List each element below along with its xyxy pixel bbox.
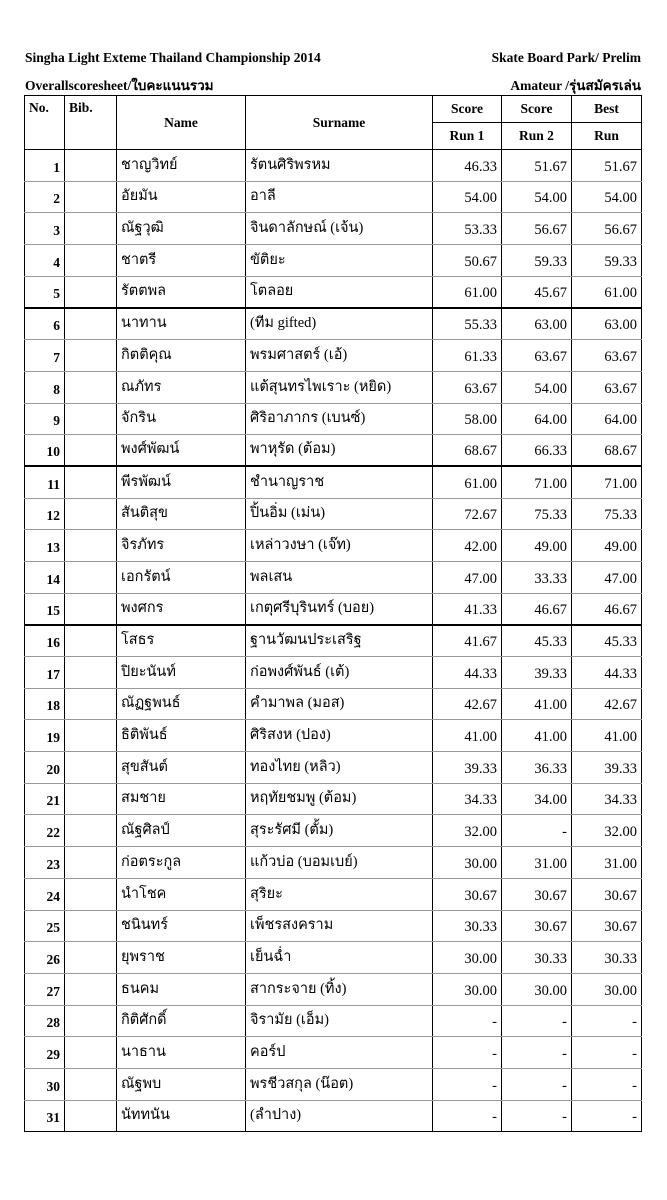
row-no: 12	[25, 498, 65, 530]
row-surname: เกตุศรีบุรินทร์ (บอย)	[246, 593, 433, 625]
row-run2: 56.67	[502, 213, 572, 245]
row-surname: คำมาพล (มอส)	[246, 688, 433, 720]
row-name: ยุพราช	[117, 942, 246, 974]
table-row	[25, 593, 642, 625]
row-no: 2	[25, 181, 65, 213]
row-run1: 34.33	[433, 783, 502, 815]
row-surname: แต้สุนทรไพเราะ (หยิด)	[246, 371, 433, 403]
row-no: 18	[25, 688, 65, 720]
row-bib	[65, 435, 117, 467]
row-bib	[65, 1068, 117, 1100]
row-best: 71.00	[572, 466, 642, 498]
table-row	[25, 150, 642, 182]
row-run2: 66.33	[502, 435, 572, 467]
row-best: 31.00	[572, 847, 642, 879]
row-no: 9	[25, 403, 65, 435]
row-bib	[65, 150, 117, 182]
table-row	[25, 245, 642, 277]
row-bib	[65, 530, 117, 562]
row-name: รัตตพล	[117, 276, 246, 308]
row-bib	[65, 308, 117, 340]
row-bib	[65, 720, 117, 752]
row-best: 63.00	[572, 308, 642, 340]
row-surname: เพ็ชรสงคราม	[246, 910, 433, 942]
row-run1: 58.00	[433, 403, 502, 435]
row-name: ณภัทร	[117, 371, 246, 403]
col-header-best: Best	[572, 96, 642, 123]
row-surname: เย็นฉ่ำ	[246, 942, 433, 974]
col-header-run2: Run 2	[502, 123, 572, 150]
venue-title: Skate Board Park/ Prelim	[491, 50, 641, 65]
row-run2: 31.00	[502, 847, 572, 879]
row-best: 42.67	[572, 688, 642, 720]
row-best: 59.33	[572, 245, 642, 277]
table-row	[25, 847, 642, 879]
row-best: 68.67	[572, 435, 642, 467]
table-row	[25, 1068, 642, 1100]
row-run2: 64.00	[502, 403, 572, 435]
row-name: ณัฐพบ	[117, 1068, 246, 1100]
row-name: นัททนัน	[117, 1100, 246, 1132]
row-bib	[65, 466, 117, 498]
row-bib	[65, 973, 117, 1005]
row-best: 75.33	[572, 498, 642, 530]
row-surname: แก้วบ่อ (บอมเบย์)	[246, 847, 433, 879]
row-run1: 44.33	[433, 657, 502, 689]
row-surname: ก่อพงศ์พันธ์ (เต้)	[246, 657, 433, 689]
row-surname: ฐานวัฒนประเสริฐ	[246, 625, 433, 657]
row-run1: 61.00	[433, 276, 502, 308]
row-name: ปิยะนันท์	[117, 657, 246, 689]
row-no: 15	[25, 593, 65, 625]
row-run1: -	[433, 1005, 502, 1037]
row-run2: -	[502, 1037, 572, 1069]
table-row	[25, 1037, 642, 1069]
table-row	[25, 752, 642, 784]
row-run2: 30.00	[502, 973, 572, 1005]
row-best: 41.00	[572, 720, 642, 752]
row-run2: 46.67	[502, 593, 572, 625]
row-run2: 59.33	[502, 245, 572, 277]
row-no: 19	[25, 720, 65, 752]
row-bib	[65, 688, 117, 720]
row-surname: สุริยะ	[246, 878, 433, 910]
row-bib	[65, 1037, 117, 1069]
row-run2: 41.00	[502, 720, 572, 752]
row-bib	[65, 181, 117, 213]
row-no: 22	[25, 815, 65, 847]
row-bib	[65, 752, 117, 784]
table-row	[25, 561, 642, 593]
row-run2: 45.67	[502, 276, 572, 308]
row-bib	[65, 783, 117, 815]
table-row	[25, 213, 642, 245]
row-run1: 42.67	[433, 688, 502, 720]
row-name: นาทาน	[117, 308, 246, 340]
row-run2: 63.00	[502, 308, 572, 340]
row-best: 30.33	[572, 942, 642, 974]
row-best: 39.33	[572, 752, 642, 784]
row-bib	[65, 213, 117, 245]
row-surname: จิรามัย (เอ็ม)	[246, 1005, 433, 1037]
row-run1: -	[433, 1100, 502, 1132]
table-row	[25, 308, 642, 340]
row-best: 51.67	[572, 150, 642, 182]
row-no: 3	[25, 213, 65, 245]
row-best: 30.00	[572, 973, 642, 1005]
row-surname: คอร์ป	[246, 1037, 433, 1069]
category-title: Amateur /รุ่นสมัครเล่น	[510, 78, 641, 93]
row-run1: 42.00	[433, 530, 502, 562]
row-best: 46.67	[572, 593, 642, 625]
row-bib	[65, 593, 117, 625]
row-run1: 54.00	[433, 181, 502, 213]
row-run2: -	[502, 1100, 572, 1132]
row-name: สมชาย	[117, 783, 246, 815]
table-row	[25, 878, 642, 910]
row-name: โสธร	[117, 625, 246, 657]
row-bib	[65, 847, 117, 879]
row-best: 64.00	[572, 403, 642, 435]
row-no: 8	[25, 371, 65, 403]
row-no: 28	[25, 1005, 65, 1037]
row-bib	[65, 561, 117, 593]
row-surname: (ทีม gifted)	[246, 308, 433, 340]
table-row	[25, 371, 642, 403]
row-name: ชาญวิทย์	[117, 150, 246, 182]
row-no: 16	[25, 625, 65, 657]
row-best: 61.00	[572, 276, 642, 308]
col-header-run1: Run 1	[433, 123, 502, 150]
score-table	[24, 95, 642, 1132]
row-best: 47.00	[572, 561, 642, 593]
row-surname: หฤทัยชมพู (ต้อม)	[246, 783, 433, 815]
row-no: 26	[25, 942, 65, 974]
row-name: ธิติพันธ์	[117, 720, 246, 752]
row-bib	[65, 942, 117, 974]
row-surname: พรชีวสกุล (น๊อต)	[246, 1068, 433, 1100]
row-run2: 51.67	[502, 150, 572, 182]
row-bib	[65, 498, 117, 530]
row-run1: 39.33	[433, 752, 502, 784]
row-no: 21	[25, 783, 65, 815]
row-surname: ศิริสงห (ปอง)	[246, 720, 433, 752]
row-best: -	[572, 1100, 642, 1132]
table-row	[25, 466, 642, 498]
row-run1: 61.00	[433, 466, 502, 498]
row-name: ชนินทร์	[117, 910, 246, 942]
row-run1: 72.67	[433, 498, 502, 530]
row-surname: ปิ้นอิ่ม (เม่น)	[246, 498, 433, 530]
row-bib	[65, 1100, 117, 1132]
row-surname: พลเสน	[246, 561, 433, 593]
row-bib	[65, 403, 117, 435]
table-row	[25, 973, 642, 1005]
row-run2: 63.67	[502, 340, 572, 372]
row-run1: 53.33	[433, 213, 502, 245]
row-run1: 46.33	[433, 150, 502, 182]
row-name: พีรพัฒน์	[117, 466, 246, 498]
row-best: 63.67	[572, 371, 642, 403]
row-run2: 45.33	[502, 625, 572, 657]
row-name: เอกรัตน์	[117, 561, 246, 593]
row-name: กิติศักดิ์	[117, 1005, 246, 1037]
row-run2: 33.33	[502, 561, 572, 593]
event-title: Singha Light Exteme Thailand Championship 2014	[25, 50, 321, 65]
col-header-score2: Score	[502, 96, 572, 123]
row-best: 49.00	[572, 530, 642, 562]
col-header-bib: Bib.	[65, 96, 117, 150]
row-run2: 54.00	[502, 371, 572, 403]
score-table-body	[25, 150, 642, 1132]
row-no: 27	[25, 973, 65, 1005]
row-no: 4	[25, 245, 65, 277]
row-best: 56.67	[572, 213, 642, 245]
row-no: 11	[25, 466, 65, 498]
row-best: -	[572, 1005, 642, 1037]
row-bib	[65, 815, 117, 847]
row-surname: ศิริอาภากร (เบนซ์)	[246, 403, 433, 435]
row-no: 13	[25, 530, 65, 562]
row-name: ณัฐวุฒิ	[117, 213, 246, 245]
row-bib	[65, 245, 117, 277]
table-row	[25, 625, 642, 657]
row-surname: อาลี	[246, 181, 433, 213]
row-name: สุขสันต์	[117, 752, 246, 784]
row-surname: ทองไทย (หลิว)	[246, 752, 433, 784]
table-row	[25, 657, 642, 689]
row-run1: 47.00	[433, 561, 502, 593]
row-best: 30.67	[572, 910, 642, 942]
row-no: 24	[25, 878, 65, 910]
row-name: ณัฏฐพนธ์	[117, 688, 246, 720]
row-run1: 68.67	[433, 435, 502, 467]
row-no: 29	[25, 1037, 65, 1069]
row-name: นำโชค	[117, 878, 246, 910]
row-name: จักริน	[117, 403, 246, 435]
row-surname: พรมศาสตร์ (เอ้)	[246, 340, 433, 372]
row-run2: 54.00	[502, 181, 572, 213]
table-row	[25, 403, 642, 435]
row-best: -	[572, 1068, 642, 1100]
row-run1: 61.33	[433, 340, 502, 372]
row-no: 31	[25, 1100, 65, 1132]
row-no: 30	[25, 1068, 65, 1100]
row-best: 44.33	[572, 657, 642, 689]
row-run1: 30.00	[433, 847, 502, 879]
col-header-name: Name	[117, 96, 246, 150]
row-run2: 36.33	[502, 752, 572, 784]
table-row	[25, 783, 642, 815]
row-run1: 30.33	[433, 910, 502, 942]
col-header-no: No.	[25, 96, 65, 150]
row-best: 45.33	[572, 625, 642, 657]
table-row	[25, 1100, 642, 1132]
table-row	[25, 688, 642, 720]
row-bib	[65, 878, 117, 910]
row-no: 7	[25, 340, 65, 372]
row-name: ก่อตระกูล	[117, 847, 246, 879]
row-surname: จินดาลักษณ์ (เจ้น)	[246, 213, 433, 245]
row-run1: -	[433, 1037, 502, 1069]
row-bib	[65, 340, 117, 372]
row-name: สันติสุข	[117, 498, 246, 530]
row-run1: 30.00	[433, 942, 502, 974]
row-no: 14	[25, 561, 65, 593]
row-run1: 55.33	[433, 308, 502, 340]
row-run2: -	[502, 1005, 572, 1037]
row-best: 34.33	[572, 783, 642, 815]
row-run1: 30.67	[433, 878, 502, 910]
row-run2: 30.67	[502, 878, 572, 910]
row-run1: 30.00	[433, 973, 502, 1005]
row-surname: รัตนศิริพรหม	[246, 150, 433, 182]
row-no: 25	[25, 910, 65, 942]
table-row	[25, 942, 642, 974]
row-best: 32.00	[572, 815, 642, 847]
row-run2: -	[502, 1068, 572, 1100]
row-surname: สุระรัศมี (ตั้ม)	[246, 815, 433, 847]
row-run1: 50.67	[433, 245, 502, 277]
row-no: 5	[25, 276, 65, 308]
row-run2: 34.00	[502, 783, 572, 815]
row-name: จิรภัทร	[117, 530, 246, 562]
row-run1: 32.00	[433, 815, 502, 847]
row-bib	[65, 276, 117, 308]
col-header-score1: Score	[433, 96, 502, 123]
row-no: 23	[25, 847, 65, 879]
row-no: 17	[25, 657, 65, 689]
table-row	[25, 910, 642, 942]
table-row	[25, 181, 642, 213]
row-no: 1	[25, 150, 65, 182]
row-name: นาธาน	[117, 1037, 246, 1069]
row-run1: -	[433, 1068, 502, 1100]
row-surname: สากระจาย (ทิ้ง)	[246, 973, 433, 1005]
row-run2: 75.33	[502, 498, 572, 530]
table-row	[25, 276, 642, 308]
row-run2: 30.67	[502, 910, 572, 942]
col-header-bestrun: Run	[572, 123, 642, 150]
row-best: 30.67	[572, 878, 642, 910]
row-surname: โตลอย	[246, 276, 433, 308]
row-no: 6	[25, 308, 65, 340]
table-row	[25, 498, 642, 530]
row-surname: ขัติยะ	[246, 245, 433, 277]
table-row	[25, 340, 642, 372]
row-surname: (ลำปาง)	[246, 1100, 433, 1132]
row-no: 10	[25, 435, 65, 467]
row-run2: 41.00	[502, 688, 572, 720]
row-run1: 41.33	[433, 593, 502, 625]
row-best: 63.67	[572, 340, 642, 372]
row-name: กิตติคุณ	[117, 340, 246, 372]
table-row	[25, 1005, 642, 1037]
row-run2: 30.33	[502, 942, 572, 974]
row-surname: ชำนาญราช	[246, 466, 433, 498]
col-header-surname: Surname	[246, 96, 433, 150]
sheet-title: Overallscoresheet/ใบคะแนนรวม	[25, 78, 214, 93]
row-run2: 71.00	[502, 466, 572, 498]
row-name: ธนคม	[117, 973, 246, 1005]
table-row	[25, 720, 642, 752]
row-run1: 41.00	[433, 720, 502, 752]
row-name: พงศ์พัฒน์	[117, 435, 246, 467]
table-row	[25, 435, 642, 467]
row-name: อัยมัน	[117, 181, 246, 213]
row-bib	[65, 371, 117, 403]
row-best: -	[572, 1037, 642, 1069]
row-run2: -	[502, 815, 572, 847]
row-no: 20	[25, 752, 65, 784]
row-run1: 63.67	[433, 371, 502, 403]
row-bib	[65, 625, 117, 657]
row-best: 54.00	[572, 181, 642, 213]
row-bib	[65, 1005, 117, 1037]
table-row	[25, 530, 642, 562]
row-name: ณัฐศิลป์	[117, 815, 246, 847]
row-run1: 41.67	[433, 625, 502, 657]
row-surname: พาหุรัด (ต้อม)	[246, 435, 433, 467]
row-name: ชาตรี	[117, 245, 246, 277]
row-run2: 49.00	[502, 530, 572, 562]
row-bib	[65, 657, 117, 689]
row-bib	[65, 910, 117, 942]
row-surname: เหล่าวงษา (เจ๊ท)	[246, 530, 433, 562]
row-name: พงศกร	[117, 593, 246, 625]
table-row	[25, 815, 642, 847]
row-run2: 39.33	[502, 657, 572, 689]
